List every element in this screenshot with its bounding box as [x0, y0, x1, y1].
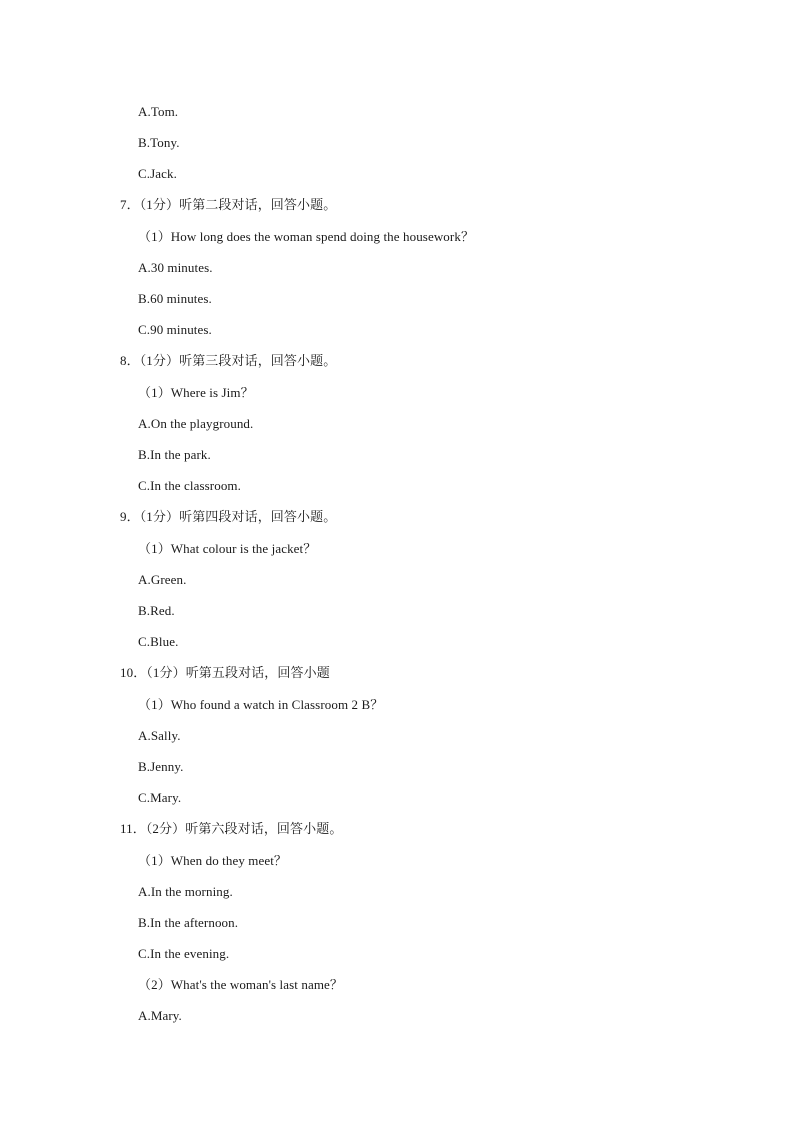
option-line: B.In the afternoon.	[138, 915, 239, 930]
option-line: C.In the classroom.	[138, 478, 241, 493]
option-line: A.30 minutes.	[138, 260, 213, 275]
sub-question: （1）How long does the woman spend doing the housework？	[138, 229, 475, 244]
option-line: C.Jack.	[138, 166, 177, 181]
option-line: A.On the playground.	[138, 416, 254, 431]
option-line: A.Green.	[138, 572, 187, 587]
option-line: A.In the morning.	[138, 884, 233, 899]
question-heading: 8．（1分）听第三段对话，回答小题。	[120, 353, 337, 368]
sub-question: （1）What colour is the jacket？	[138, 541, 317, 556]
option-line: C.Blue.	[138, 634, 179, 649]
question-heading: 9．（1分）听第四段对话，回答小题。	[120, 509, 337, 524]
question-heading: 11．（2分）听第六段对话，回答小题。	[120, 821, 343, 836]
option-line: B.Jenny.	[138, 759, 184, 774]
option-line: C.In the evening.	[138, 946, 230, 961]
sub-question: （2）What's the woman's last name？	[138, 977, 344, 992]
option-line: B.Red.	[138, 603, 175, 618]
sub-question: （1）Who found a watch in Classroom 2 B？	[138, 697, 384, 712]
option-line: B.Tony.	[138, 135, 180, 150]
question-heading: 10．（1分）听第五段对话，回答小题	[120, 665, 330, 680]
option-line: C.90 minutes.	[138, 322, 212, 337]
question-heading: 7．（1分）听第二段对话，回答小题。	[120, 197, 337, 212]
option-line: A.Tom.	[138, 104, 179, 119]
option-line: B.60 minutes.	[138, 291, 212, 306]
sub-question: （1）Where is Jim？	[138, 385, 254, 400]
option-line: A.Sally.	[138, 728, 181, 743]
option-line: C.Mary.	[138, 790, 182, 805]
option-line: A.Mary.	[138, 1008, 182, 1023]
option-line: B.In the park.	[138, 447, 211, 462]
sub-question: （1）When do they meet？	[138, 853, 288, 868]
